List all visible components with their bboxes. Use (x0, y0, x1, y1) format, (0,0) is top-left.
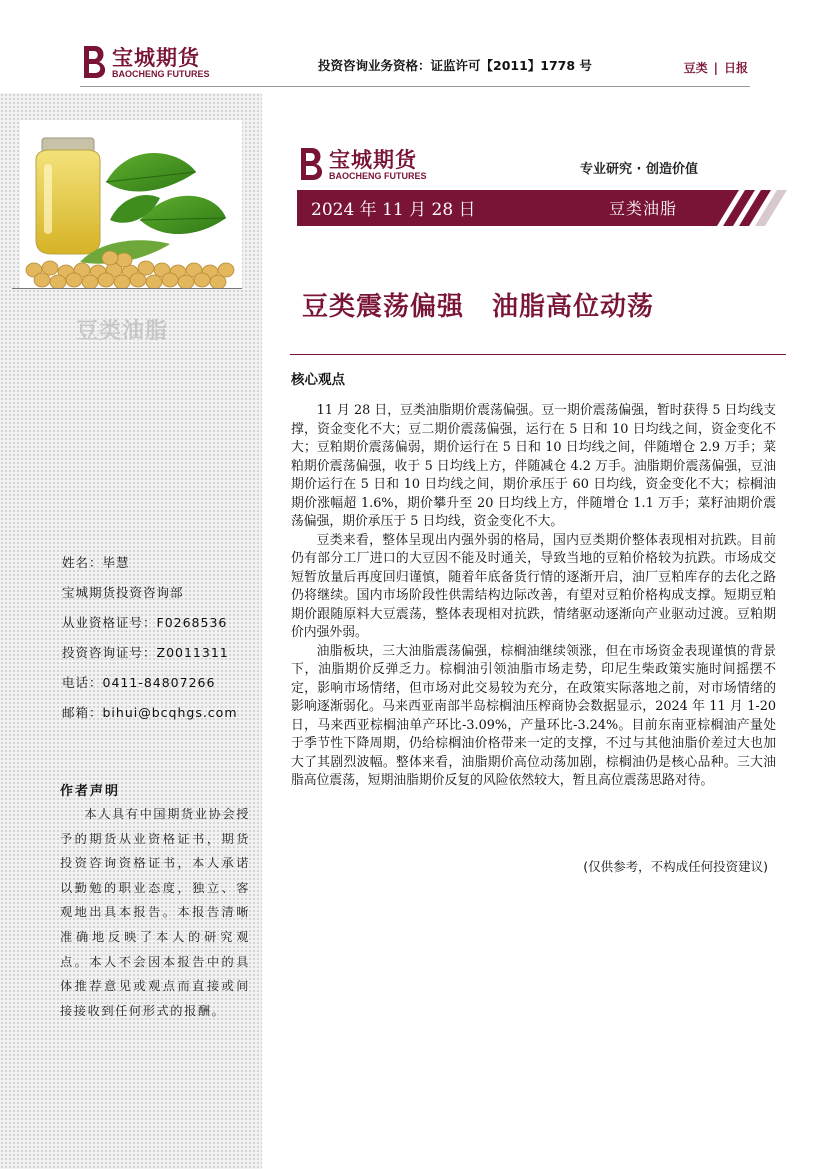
paragraph-soybean: 豆类来看，整体呈现出内强外弱的格局，国内豆类期价整体表现相对抗跌。目前仍有部分工厂进口的大豆因不能及时通关，导致当地的豆粕价格较为抗跌。市场成交短暂放量后再度回归谨慎，随着年底备货行情的逐渐开启，油厂豆粕库存的去化之路仍将继续。国内市场阶段性供需结构边际改善，有望对豆粕价格构成支撑。短期豆粕期价跟随原料大豆震荡，整体表现相对抗跌，情绪驱动逐渐向产业驱动过渡。豆粕期价内强外弱。 (291, 532, 776, 640)
soybean-oil-image-icon (20, 120, 242, 288)
title-divider (290, 354, 786, 355)
report-title-part1: 豆类震荡偏强 (302, 292, 465, 322)
sidebar-image-divider (12, 288, 242, 289)
logo-english-name: BAOCHENG FUTURES (329, 171, 427, 181)
report-body (291, 402, 776, 791)
report-title (302, 286, 654, 323)
author-qualification-no: 从业资格证号：F0268536 (62, 615, 228, 630)
certification-text: 投资咨询业务资格：证监许可【2011】1778 号 (318, 58, 592, 73)
author-phone: 电话：0411-84807266 (62, 675, 216, 690)
disclaimer: (仅供参考，不构成任何投资建议) (583, 859, 768, 874)
core-view-heading: 核心观点 (291, 372, 345, 388)
declaration-title: 作者声明 (60, 784, 121, 799)
declaration-body: 本人具有中国期货业协会授予的期货从业资格证书，期货投资咨询资格证书，本人承诺以勤勉的职业态度，独立、客观地出具本报告。本报告清晰准确地反映了本人的研究观点。本人不会因本报告中的具体推荐意见或观点而直接或间接接收到任何形式的报酬。 (60, 807, 250, 1018)
logo-english-name: BAOCHENG FUTURES (112, 69, 210, 79)
report-category: 豆类油脂 (609, 199, 678, 218)
date-banner (297, 190, 787, 226)
main-logo (297, 144, 437, 184)
author-email: 邮箱：bihui@bcqhgs.com (62, 705, 238, 720)
header-report-type: 日报 (723, 61, 748, 75)
soybean-oil-illustration (20, 120, 242, 288)
author-info (62, 555, 252, 735)
header-report-tags (684, 59, 748, 76)
baocheng-logo-icon (80, 44, 110, 80)
header-category: 豆类 (683, 61, 708, 75)
header-divider (80, 86, 750, 87)
report-title-part2: 油脂高位动荡 (492, 292, 655, 322)
header-logo (80, 42, 220, 84)
report-date: 2024 年 11 月 28 日 (311, 200, 476, 220)
sidebar-topic-watermark: 豆类油脂 (76, 319, 169, 344)
logo-chinese-name: 宝城期货 (329, 147, 417, 172)
slogan: 专业研究 · 创造价值 (580, 162, 698, 177)
author-name: 姓名：毕慧 (62, 555, 130, 570)
author-department: 宝城期货投资咨询部 (62, 585, 184, 600)
paragraph-market-summary: 11 月 28 日，豆类油脂期价震荡偏强。豆一期价震荡偏强，暂时获得 5 日均线支撑，资金变化不大；豆二期价震荡偏强，运行在 5 日和 10 日均线之间，资金变化不大；豆粕期价震荡偏弱，期价运行在 5 日和 10 日均线之间，伴随增仓 2.9 万手；菜粕期价震荡偏强，收于 5 日均线上方，伴随减仓 4.2 万手。油脂期价震荡偏强，豆油期价运行在 5 日和 10 日均线之间，期价承压于 60 日均线，资金变化不大；棕榈油期价涨幅超 1.6%，期价攀升至 20 日均线上方，伴随增仓 1.1 万手；菜籽油期价震荡偏强，期价承压于 5 日均线，资金变化不大。 (291, 403, 776, 529)
baocheng-logo-icon (297, 146, 327, 182)
logo-chinese-name: 宝城期货 (112, 45, 200, 70)
header-separator: | (713, 61, 718, 75)
author-consulting-no: 投资咨询证号：Z0011311 (62, 645, 229, 660)
paragraph-oils: 油脂板块，三大油脂震荡偏强，棕榈油继续领涨，但在市场资金表现谨慎的背景下，油脂期价反弹乏力。棕榈油引领油脂市场走势，印尼生柴政策实施时间摇摆不定，影响市场情绪，但市场对此交易较为充分，在政策实际落地之前，对市场情绪的影响逐渐弱化。马来西亚南部半岛棕榈油压榨商协会数据显示，2024 年 11 月 1-20 日，马来西亚棕榈油单产环比-3.09%，产量环比-3.24%。目前东南亚棕榈油产量处于季节性下降周期，仍给棕榈油价格带来一定的支撑，不过与其他油脂价差过大也加大了其剧烈波幅。整体来看，油脂期价高位动荡加剧，棕榈油仍是核心品种。三大油脂高位震荡，短期油脂期价反复的风险依然较大，暂且高位震荡思路对待。 (291, 643, 776, 788)
